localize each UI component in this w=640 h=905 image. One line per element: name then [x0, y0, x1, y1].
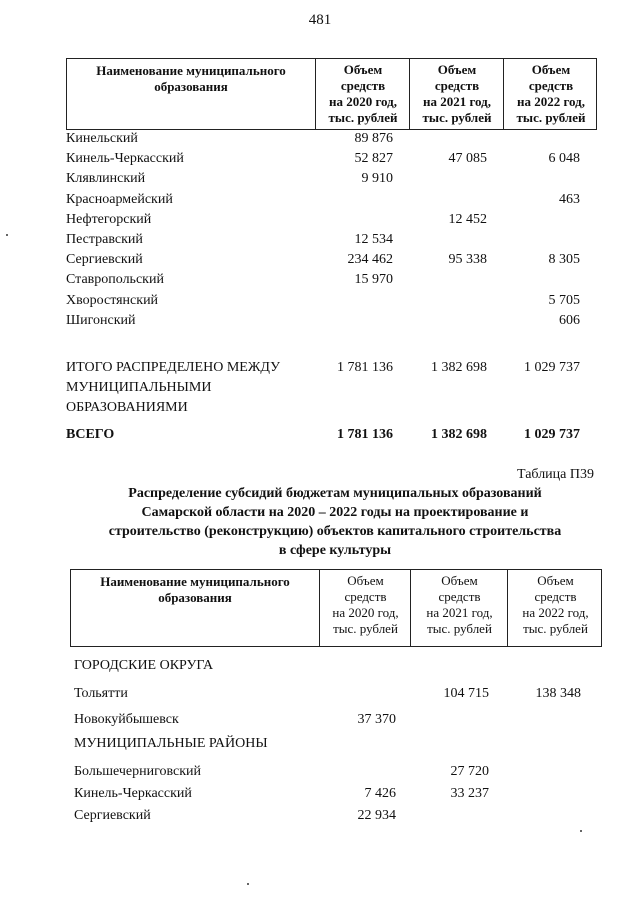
row-value-2020: 9 910: [361, 171, 393, 187]
table1-header: [66, 58, 597, 130]
row-name: Большечерниговский: [74, 764, 202, 779]
row-value-2022: 8 305: [548, 252, 580, 268]
total-distributed-2021: 1 382 698: [431, 360, 487, 375]
row-name: Клявлинский: [66, 171, 146, 187]
row-name: Новокуйбышевск: [74, 712, 179, 727]
row-name: Пестравский: [66, 232, 143, 247]
total-distributed-label-line2: МУНИЦИПАЛЬНЫМИ: [66, 380, 212, 395]
row-name: Шигонский: [66, 312, 136, 328]
row-value-2021: 95 338: [448, 252, 487, 268]
row-name: Тольятти: [74, 686, 128, 701]
row-name: Сергиевский: [74, 808, 151, 823]
total-distributed-label-line3: ОБРАЗОВАНИЯМИ: [66, 400, 188, 415]
table2-header-2021: Объем средств на 2021 год, тыс. рублей: [410, 570, 508, 646]
row-value-2021: 33 237: [450, 786, 489, 801]
page-number: 481: [308, 12, 332, 28]
row-value-2020: 12 534: [354, 232, 393, 247]
table2-section-municipal-districts: МУНИЦИПАЛЬНЫЕ РАЙОНЫ: [74, 736, 268, 751]
row-value-2020: 7 426: [364, 786, 396, 801]
row-value-2020: 15 970: [354, 272, 393, 288]
row-value-2022: 5 705: [548, 292, 580, 308]
grand-total-2022: 1 029 737: [524, 427, 580, 442]
row-value-2021: 47 085: [448, 151, 487, 167]
scan-speck: [580, 830, 582, 832]
row-value-2020: 89 876: [354, 131, 393, 146]
row-name: Ставропольский: [66, 272, 164, 288]
row-name: Кинельский: [66, 131, 138, 146]
table2-title: Распределение субсидий бюджетам муниципальных образований Самарской области на 2020 – 2022 годы на проектирование и строительство (реконструкцию) объектов капитального строительства в сфере культуры: [108, 486, 562, 558]
row-value-2022: 463: [559, 191, 580, 207]
grand-total-label: ВСЕГО: [66, 427, 115, 442]
row-name: Нефтегорский: [66, 211, 152, 227]
row-name: Кинель-Черкасский: [66, 151, 184, 167]
row-name: Сергиевский: [66, 252, 143, 268]
table2-label: Таблица П39: [517, 467, 594, 482]
table2-section-city-districts: ГОРОДСКИЕ ОКРУГА: [74, 658, 214, 673]
row-name: Красноармейский: [66, 191, 173, 207]
table2-header-2020: Объем средств на 2020 год, тыс. рублей: [319, 570, 411, 646]
row-value-2022: 6 048: [548, 151, 580, 167]
row-value-2020: 37 370: [357, 712, 396, 727]
row-name: Хворостянский: [66, 292, 159, 308]
grand-total-2020: 1 781 136: [337, 427, 393, 442]
scan-speck: [6, 234, 8, 236]
table1-header-name: Наименование муниципального образования: [96, 63, 286, 94]
row-value-2022: 138 348: [535, 686, 581, 701]
table2-header: [70, 569, 602, 647]
grand-total-2021: 1 382 698: [431, 427, 487, 442]
row-value-2022: 606: [559, 312, 580, 328]
scan-speck: [247, 883, 249, 885]
total-distributed-2020: 1 781 136: [337, 360, 393, 375]
row-value-2020: 22 934: [357, 808, 396, 823]
row-value-2020: 234 462: [347, 252, 393, 268]
row-value-2020: 52 827: [354, 151, 393, 167]
total-distributed-label-line1: ИТОГО РАСПРЕДЕЛЕНО МЕЖДУ: [66, 360, 280, 375]
table1-header-2020: Объем средств на 2020 год, тыс. рублей: [315, 59, 410, 129]
total-distributed-2022: 1 029 737: [524, 360, 580, 375]
row-value-2021: 27 720: [450, 764, 489, 779]
row-value-2021: 12 452: [448, 211, 487, 227]
table2-header-name: Наименование муниципального образования: [100, 574, 290, 605]
row-name: Кинель-Черкасский: [74, 786, 192, 801]
table2-header-2022: Объем средств на 2022 год, тыс. рублей: [507, 570, 603, 646]
table1-header-2022: Объем средств на 2022 год, тыс. рублей: [503, 59, 598, 129]
row-value-2021: 104 715: [443, 686, 489, 701]
table1-header-2021: Объем средств на 2021 год, тыс. рублей: [409, 59, 504, 129]
